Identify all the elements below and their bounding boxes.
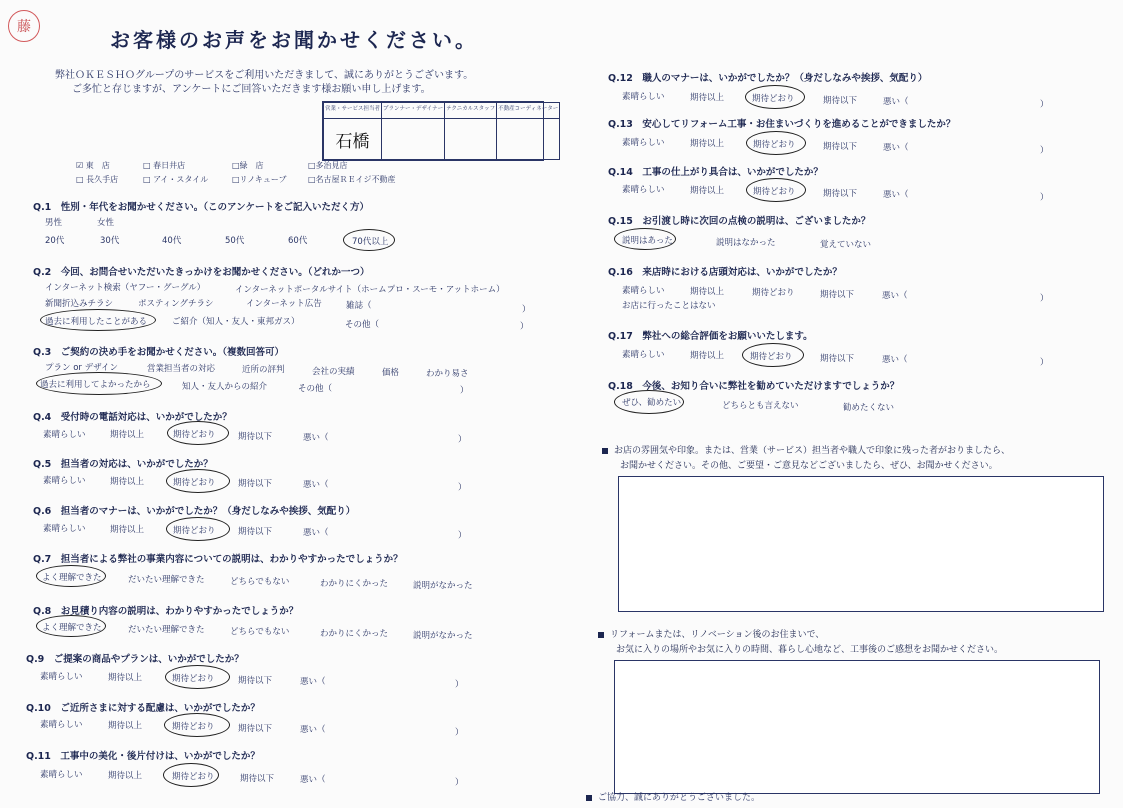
store-renocube[interactable]: □リノキューブ: [232, 175, 287, 184]
q10-below[interactable]: 期待以下: [238, 724, 273, 734]
q1-female[interactable]: 女性: [97, 218, 115, 228]
q18-not-recommend[interactable]: 勧めたくない: [843, 403, 895, 413]
q14-as-expected[interactable]: 期待どおり: [753, 187, 796, 197]
staff-header-planner: プランナー・デザイナー: [382, 103, 445, 119]
q18-recommend[interactable]: ぜひ、勧めたい: [622, 398, 682, 408]
staff-box: [322, 101, 559, 161]
q17-excellent[interactable]: 素晴らしい: [622, 350, 665, 360]
section2-line1: リフォームまたは、リノベーション後のお住まいで、: [598, 627, 824, 640]
q11-above[interactable]: 期待以上: [108, 771, 143, 781]
q9-bad-close: ）: [455, 680, 464, 690]
answer-circle-q6: [166, 517, 230, 541]
q2-web-ad[interactable]: インターネット広告: [246, 299, 322, 309]
q16-never-visited[interactable]: お店に行ったことはない: [622, 301, 716, 311]
q17-below[interactable]: 期待以下: [820, 354, 855, 364]
q2-newspaper[interactable]: 新聞折込みチラシ: [45, 299, 114, 309]
q14-above[interactable]: 期待以上: [690, 186, 725, 196]
comment-box-1[interactable]: [618, 476, 1104, 612]
q10-above[interactable]: 期待以上: [108, 721, 143, 731]
q14-bad-close: ）: [1040, 193, 1049, 203]
q1-40s[interactable]: 40代: [162, 236, 182, 246]
q11-title: Q.11 工事中の美化・後片付けは、いかがでしたか？: [26, 751, 260, 762]
q13-excellent[interactable]: 素晴らしい: [622, 138, 665, 148]
q11-below[interactable]: 期待以下: [240, 774, 275, 784]
q12-as-expected[interactable]: 期待どおり: [752, 94, 795, 104]
q16-title: Q.16 来店時における店頭対応は、いかがでしたか？: [608, 267, 842, 278]
answer-circle-q18: [614, 390, 684, 414]
q6-title: Q.6 担当者のマナーは、いかがでしたか？（身だしなみや挨拶、気配り）: [33, 506, 356, 517]
q3-other-close: ）: [460, 386, 469, 396]
q15-dont-remember[interactable]: 覚えていない: [820, 240, 872, 250]
q16-below[interactable]: 期待以下: [820, 290, 855, 300]
q11-bad[interactable]: 悪い（: [300, 775, 326, 785]
q17-title: Q.17 弊社への総合評価をお願いいたします。: [608, 331, 813, 342]
q15-not-explained[interactable]: 説明はなかった: [716, 238, 776, 248]
answer-circle-q4: [167, 421, 229, 445]
intro-line-1: 弊社ＯＫＥＳＨＯグループのサービスをご利用いただきまして、誠にありがとうございます。: [55, 70, 474, 81]
section1-line1: お店の雰囲気や印象。または、営業（サービス）担当者や職人で印象に残った者がおりましたら、: [602, 443, 1010, 456]
q13-bad[interactable]: 悪い（: [883, 143, 909, 153]
q5-as-expected[interactable]: 期待どおり: [173, 478, 216, 488]
q8-mostly[interactable]: だいたい理解できた: [128, 625, 205, 635]
store-higashi[interactable]: ☑ 東 店: [76, 161, 110, 170]
q3-plan[interactable]: プラン or デザイン: [45, 363, 119, 373]
q14-below[interactable]: 期待以下: [823, 189, 858, 199]
q17-bad[interactable]: 悪い（: [882, 355, 908, 365]
q17-as-expected[interactable]: 期待どおり: [750, 352, 793, 362]
answer-circle-q14: [746, 178, 806, 202]
comment-box-2[interactable]: [614, 660, 1100, 794]
answer-circle-q12: [745, 85, 805, 109]
q2-magazine[interactable]: 雑誌（: [346, 301, 372, 311]
q4-bad-close: ）: [458, 435, 467, 445]
q3-reputation[interactable]: 近所の評判: [242, 365, 285, 375]
staff-signature: 石橋: [324, 119, 382, 160]
q17-bad-close: ）: [1040, 358, 1049, 368]
q6-bad[interactable]: 悪い（: [303, 528, 329, 538]
q4-title: Q.4 受付時の電話対応は、いかがでしたか？: [33, 412, 232, 423]
q18-title: Q.18 今後、お知り合いに弊社を勧めていただけますでしょうか？: [608, 381, 900, 392]
q2-title: Q.2 今回、お問合せいただいたきっかけをお聞かせください。（どれか一つ）: [33, 267, 370, 278]
q10-bad[interactable]: 悪い（: [300, 725, 326, 735]
q4-above[interactable]: 期待以上: [110, 430, 145, 440]
store-midori[interactable]: □緑 店: [232, 161, 264, 170]
q8-none[interactable]: 説明がなかった: [413, 631, 473, 641]
answer-circle-q17: [742, 343, 804, 367]
q1-70s-plus[interactable]: 70代以上: [352, 237, 389, 247]
q1-60s[interactable]: 60代: [288, 236, 308, 246]
q7-mostly[interactable]: だいたい理解できた: [128, 575, 205, 585]
staff-cell-empty-2: [445, 119, 497, 160]
q2-magazine-close: ）: [522, 305, 531, 315]
q2-portal[interactable]: インターネットポータルサイト（ホームプロ・スーモ・アットホーム）: [235, 285, 505, 295]
q5-bad[interactable]: 悪い（: [303, 480, 329, 490]
section1-line2: お聞かせください。その他、ご要望・ご意見などございましたら、ぜひ、お聞かせください。: [620, 461, 998, 471]
q13-title: Q.13 安心してリフォーム工事・お住まいづくりを進めることができましたか？: [608, 119, 956, 130]
q12-above[interactable]: 期待以上: [690, 93, 725, 103]
answer-circle-q2: [40, 309, 156, 331]
q6-as-expected[interactable]: 期待どおり: [173, 526, 216, 536]
staff-header-technical: テクニカルスタッフ: [445, 103, 497, 119]
q9-below[interactable]: 期待以下: [238, 676, 273, 686]
q16-bad-close: ）: [1040, 294, 1049, 304]
q10-as-expected[interactable]: 期待どおり: [172, 722, 215, 732]
q7-none[interactable]: 説明がなかった: [413, 581, 473, 591]
store-tajimi[interactable]: □多治見店: [308, 161, 348, 170]
store-kasugai[interactable]: □ 春日井店: [143, 161, 186, 170]
q3-price[interactable]: 価格: [382, 368, 400, 378]
q11-as-expected[interactable]: 期待どおり: [172, 772, 215, 782]
q18-neutral[interactable]: どちらとも言えない: [722, 401, 799, 411]
square-bullet-icon: [598, 632, 604, 638]
q4-bad[interactable]: 悪い（: [303, 433, 329, 443]
q4-excellent[interactable]: 素晴らしい: [43, 430, 86, 440]
answer-circle-q5: [166, 469, 230, 493]
q4-below[interactable]: 期待以下: [238, 432, 273, 442]
intro-line-2: ご多忙と存じますが、アンケートにご回答いただきます様お願い申し上げます。: [72, 84, 431, 95]
store-nagakute[interactable]: □ 長久手店: [76, 175, 119, 184]
q13-as-expected[interactable]: 期待どおり: [753, 140, 796, 150]
answer-circle-q7: [36, 565, 106, 587]
page-title: お客様のお声をお聞かせください。: [110, 28, 478, 52]
q16-bad[interactable]: 悪い（: [882, 291, 908, 301]
q6-excellent[interactable]: 素晴らしい: [43, 524, 86, 534]
answer-circle-q10: [164, 713, 230, 737]
staff-header-sales: 営業・サービス担当者: [324, 103, 382, 119]
q8-understood[interactable]: よく理解できた: [42, 623, 102, 633]
section2-line2: お気に入りの場所やお気に入りの時間、暮らし心地など、工事後のご感想をお聞かせください。: [616, 645, 1004, 655]
q2-posting[interactable]: ポスティングチラシ: [138, 299, 214, 309]
store-i-style[interactable]: □ アイ・スタイル: [143, 175, 209, 184]
q9-excellent[interactable]: 素晴らしい: [40, 672, 83, 682]
q15-explained[interactable]: 説明はあった: [622, 236, 673, 246]
q9-above[interactable]: 期待以上: [108, 673, 143, 683]
q8-neutral[interactable]: どちらでもない: [230, 627, 290, 637]
answer-circle-q9: [165, 665, 230, 689]
q6-bad-close: ）: [458, 531, 467, 541]
q12-bad[interactable]: 悪い（: [883, 97, 909, 107]
q2-other-close: ）: [520, 322, 529, 332]
q12-title: Q.12 職人のマナーは、いかがでしたか？（身だしなみや挨拶、気配り）: [608, 73, 928, 84]
q13-below[interactable]: 期待以下: [823, 142, 858, 152]
q13-above[interactable]: 期待以上: [690, 139, 725, 149]
q16-above[interactable]: 期待以上: [690, 287, 725, 297]
q5-bad-close: ）: [458, 483, 467, 493]
q2-referral[interactable]: ご紹介（知人・友人・東邦ガス）: [172, 317, 300, 327]
answer-circle-q1: [343, 229, 395, 251]
q9-title: Q.9 ご提案の商品やプランは、いかがでしたか？: [26, 654, 244, 665]
q5-above[interactable]: 期待以上: [110, 477, 145, 487]
q1-title: Q.1 性別・年代をお聞かせください。（このアンケートをご記入いただく方）: [33, 202, 369, 213]
q5-below[interactable]: 期待以下: [238, 479, 273, 489]
q6-above[interactable]: 期待以上: [110, 525, 145, 535]
q8-title: Q.8 お見積り内容の説明は、わかりやすかったでしょうか？: [33, 606, 299, 617]
q11-bad-close: ）: [455, 778, 464, 788]
q1-50s[interactable]: 50代: [225, 236, 245, 246]
footer-thanks: ご協力、誠にありがとうございました。: [586, 790, 760, 803]
q10-title: Q.10 ご近所さまに対する配慮は、いかがでしたか？: [26, 703, 260, 714]
q3-track-record[interactable]: 会社の実績: [312, 367, 355, 377]
q3-title: Q.3 ご契約の決め手をお聞かせください。（複数回答可）: [33, 347, 285, 358]
q2-past-use[interactable]: 過去に利用したことがある: [45, 317, 148, 327]
q3-clarity[interactable]: わかり易さ: [426, 369, 469, 379]
q14-title: Q.14 工事の仕上がり具合は、いかがでしたか？: [608, 167, 823, 178]
square-bullet-icon: [586, 795, 592, 801]
q15-title: Q.15 お引渡し時に次回の点検の説明は、ございましたか？: [608, 216, 871, 227]
answer-circle-q3: [36, 372, 162, 395]
q11-excellent[interactable]: 素晴らしい: [40, 770, 83, 780]
staff-cell-empty-1: [382, 119, 445, 160]
q12-below[interactable]: 期待以下: [823, 96, 858, 106]
q14-excellent[interactable]: 素晴らしい: [622, 185, 665, 195]
answer-circle-q11: [163, 763, 219, 787]
q16-as-expected[interactable]: 期待どおり: [752, 288, 795, 298]
q4-as-expected[interactable]: 期待どおり: [173, 430, 216, 440]
q5-title: Q.5 担当者の対応は、いかがでしたか？: [33, 459, 213, 470]
q2-search[interactable]: インターネット検索（ヤフー・グーグル）: [45, 283, 206, 293]
staff-cell-empty-3: [497, 119, 560, 160]
square-bullet-icon: [602, 448, 608, 454]
q7-neutral[interactable]: どちらでもない: [230, 577, 290, 587]
q1-30s[interactable]: 30代: [100, 236, 120, 246]
q8-unclear[interactable]: わかりにくかった: [320, 629, 389, 639]
answer-circle-q15: [614, 228, 676, 250]
q14-bad[interactable]: 悪い（: [883, 190, 909, 200]
store-nagoya-re[interactable]: □名古屋ＲＥイジ不動産: [308, 175, 396, 184]
q3-past-good[interactable]: 過去に利用してよかったから: [40, 380, 151, 390]
answer-circle-q8: [36, 615, 106, 637]
q16-excellent[interactable]: 素晴らしい: [622, 286, 665, 296]
q1-male[interactable]: 男性: [45, 218, 63, 228]
staff-header-realestate: 不動産コーディネーター: [497, 103, 560, 119]
seal-stamp: 藤: [8, 10, 40, 42]
q12-bad-close: ）: [1040, 100, 1049, 110]
q2-other[interactable]: その他（: [345, 320, 380, 330]
q3-friend[interactable]: 知人・友人からの紹介: [182, 382, 268, 392]
q1-20s[interactable]: 20代: [45, 236, 65, 246]
q10-excellent[interactable]: 素晴らしい: [40, 720, 83, 730]
q3-sales-staff[interactable]: 営業担当者の対応: [147, 364, 216, 374]
q9-as-expected[interactable]: 期待どおり: [172, 674, 215, 684]
q7-title: Q.7 担当者による弊社の事業内容についての説明は、わかりやすかったでしょうか？: [33, 554, 403, 565]
q3-other[interactable]: その他（: [298, 384, 333, 394]
q10-bad-close: ）: [455, 728, 464, 738]
q6-below[interactable]: 期待以下: [238, 527, 273, 537]
q5-excellent[interactable]: 素晴らしい: [43, 476, 86, 486]
q17-above[interactable]: 期待以上: [690, 351, 725, 361]
answer-circle-q13: [746, 131, 806, 155]
q13-bad-close: ）: [1040, 146, 1049, 156]
q7-unclear[interactable]: わかりにくかった: [320, 579, 389, 589]
q12-excellent[interactable]: 素晴らしい: [622, 92, 665, 102]
q7-understood[interactable]: よく理解できた: [42, 573, 102, 583]
q9-bad[interactable]: 悪い（: [300, 677, 326, 687]
